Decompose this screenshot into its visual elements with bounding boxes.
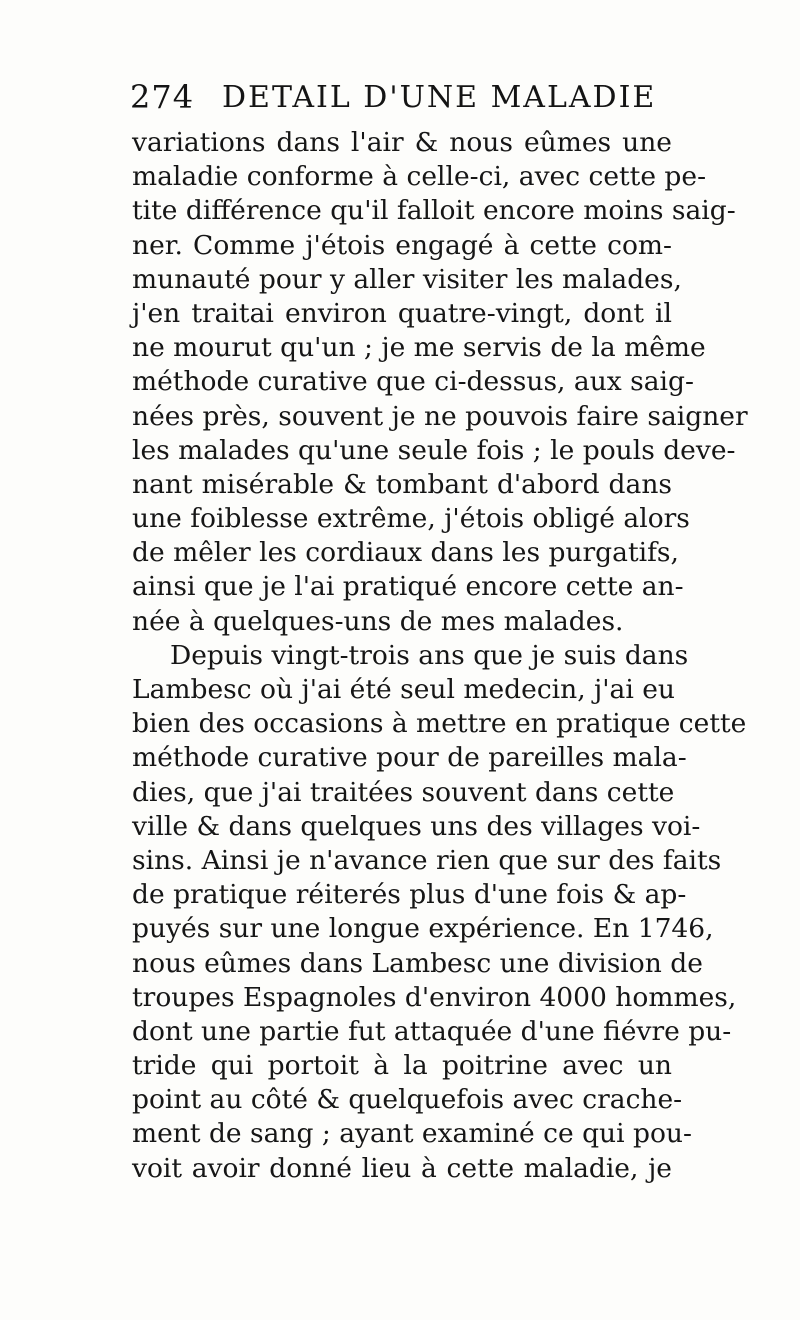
text-line: sins. Ainsi je n'avance rien que sur des faits: [132, 844, 722, 876]
text-line: une foiblesse extrême, j'étois obligé alors: [132, 503, 690, 535]
text-line: nant misérable & tombant d'abord dans: [132, 468, 672, 500]
text-line: voit avoir donné lieu à cette maladie, je: [132, 1152, 672, 1184]
text-line: les malades qu'une seule fois ; le pouls deve-: [132, 434, 736, 466]
text-line: méthode curative pour de pareilles mala-: [132, 742, 687, 774]
paragraph-2: [132, 639, 747, 1186]
paragraph-1: [132, 126, 748, 639]
page-number: 274: [130, 78, 195, 116]
text-line: ville & dans quelques uns des villages voi-: [132, 810, 701, 842]
text-line: née à quelques-uns de mes malades.: [132, 605, 624, 637]
text-line: dies, que j'ai traitées souvent dans cette: [132, 776, 675, 808]
text-line: maladie conforme à celle-ci, avec cette pe-: [132, 161, 707, 193]
text-line: nous eûmes dans Lambesc une division de: [132, 947, 703, 979]
running-title: DETAIL D'UNE MALADIE: [222, 80, 657, 115]
text-line: tite différence qu'il falloit encore moins saig-: [132, 195, 736, 227]
text-line: tride qui portoit à la poitrine avec un: [132, 1050, 672, 1082]
text-line: puyés sur une longue expérience. En 1746,: [132, 913, 714, 945]
text-line: ainsi que je l'ai pratiqué encore cette an-: [132, 571, 684, 603]
running-head: [130, 78, 690, 122]
body-text: [132, 126, 748, 1186]
text-line: nées près, souvent je ne pouvois faire saigner: [132, 400, 748, 432]
text-line: point au côté & quelquefois avec crache-: [132, 1084, 683, 1116]
text-line: méthode curative que ci-dessus, aux saig-: [132, 366, 694, 398]
text-line: Depuis vingt-trois ans que je suis dans: [170, 639, 689, 671]
text-line: variations dans l'air & nous eûmes une: [132, 127, 672, 158]
text-line: troupes Espagnoles d'environ 4000 hommes,: [132, 981, 737, 1013]
text-line: ne mourut qu'un ; je me servis de la même: [132, 332, 706, 364]
text-line: de pratique réiterés plus d'une fois & ap-: [132, 879, 687, 911]
text-line: bien des occasions à mettre en pratique cette: [132, 708, 747, 740]
text-line: ner. Comme j'étois engagé à cette com-: [132, 229, 672, 261]
text-line: dont une partie fut attaquée d'une fiévre pu-: [132, 1015, 732, 1047]
text-line: Lambesc où j'ai été seul medecin, j'ai eu: [132, 674, 676, 705]
text-line: de mêler les cordiaux dans les purgatifs,: [132, 537, 679, 569]
text-line: ment de sang ; ayant examiné ce qui pou-: [132, 1118, 692, 1150]
text-line: munauté pour y aller visiter les malades,: [132, 263, 682, 295]
text-line: j'en traitai environ quatre-vingt, dont il: [132, 297, 672, 329]
